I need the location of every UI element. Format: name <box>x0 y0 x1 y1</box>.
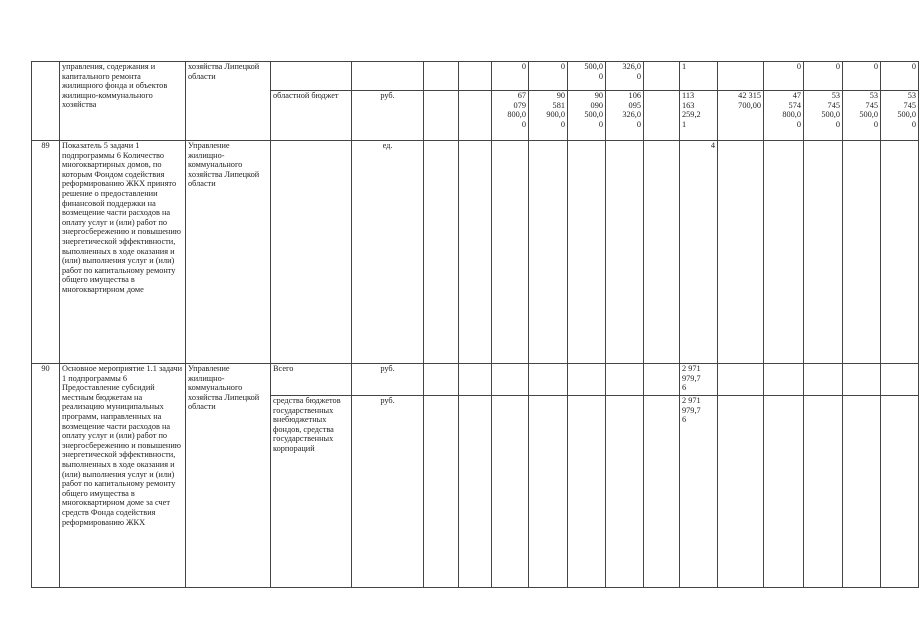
value-cell <box>606 396 644 588</box>
value-cell <box>804 364 843 396</box>
value-cell: 113 163 259,2 1 <box>680 91 718 141</box>
value-cell <box>718 396 764 588</box>
value-cell <box>529 396 568 588</box>
value-cell <box>644 91 680 141</box>
description-cell: управления, содержания и капитального ремонта жилищного фонда и объектов жилищно-коммунального хозяйства <box>60 62 186 141</box>
value-cell: 53 745 500,0 0 <box>843 91 881 141</box>
source-cell <box>271 62 352 91</box>
value-cell <box>459 62 492 91</box>
value-cell <box>764 364 804 396</box>
value-cell <box>492 364 529 396</box>
description-cell: Показатель 5 задачи 1 подпрограммы 6 Количество многоквартирных домов, по которым Фондом содействия реформированию ЖКХ принято решение о предоставлении финансовой поддержки на возмещение части расходов на оплату услуг и (или) работ по энергосбережению и повышению энергетической эффективности, выполненных в ходе оказания и (или) выполнения услуг и (или) работ по капитальному ремонту общего имущества в многоквартирном доме <box>60 141 186 364</box>
value-cell <box>606 141 644 364</box>
unit-cell: руб. <box>352 396 424 588</box>
value-cell: 326,0 0 <box>606 62 644 91</box>
value-cell: 90 581 900,0 0 <box>529 91 568 141</box>
value-cell <box>718 364 764 396</box>
value-cell: 53 745 500,0 0 <box>804 91 843 141</box>
unit-cell: руб. <box>352 91 424 141</box>
source-cell: средства бюджетов государственных внебюджетных фондов, средства государственных корпораций <box>271 396 352 588</box>
value-cell <box>568 364 606 396</box>
value-cell: 2 971 979,7 6 <box>680 364 718 396</box>
value-cell <box>764 396 804 588</box>
row-number-cell <box>32 62 60 141</box>
value-cell <box>459 396 492 588</box>
source-cell: областной бюджет <box>271 91 352 141</box>
value-cell <box>804 141 843 364</box>
value-cell: 0 <box>843 62 881 91</box>
value-cell: 0 <box>529 62 568 91</box>
value-cell <box>881 396 919 588</box>
value-cell <box>424 62 459 91</box>
value-cell <box>424 396 459 588</box>
value-cell <box>843 364 881 396</box>
value-cell <box>568 396 606 588</box>
source-cell: Всего <box>271 364 352 396</box>
table-row <box>32 141 919 364</box>
value-cell <box>804 396 843 588</box>
value-cell <box>492 396 529 588</box>
executor-cell: Управление жилищно-коммунального хозяйства Липецкой области <box>186 364 271 588</box>
value-cell <box>718 62 764 91</box>
unit-cell: руб. <box>352 364 424 396</box>
value-cell <box>644 396 680 588</box>
value-cell: 2 971 979,7 6 <box>680 396 718 588</box>
value-cell: 0 <box>492 62 529 91</box>
value-cell <box>529 364 568 396</box>
program-table <box>31 61 919 588</box>
executor-cell: хозяйства Липецкой области <box>186 62 271 141</box>
value-cell <box>881 141 919 364</box>
value-cell <box>568 141 606 364</box>
value-cell <box>843 396 881 588</box>
value-cell: 47 574 800,0 0 <box>764 91 804 141</box>
value-cell <box>424 91 459 141</box>
row-number-cell: 89 <box>32 141 60 364</box>
value-cell: 0 <box>804 62 843 91</box>
value-cell: 500,0 0 <box>568 62 606 91</box>
value-cell <box>459 141 492 364</box>
value-cell: 0 <box>764 62 804 91</box>
executor-cell: Управление жилищно-коммунального хозяйства Липецкой области <box>186 141 271 364</box>
value-cell <box>424 364 459 396</box>
row-number-cell: 90 <box>32 364 60 588</box>
unit-cell <box>352 62 424 91</box>
value-cell: 67 079 800,0 0 <box>492 91 529 141</box>
value-cell <box>606 364 644 396</box>
value-cell <box>459 364 492 396</box>
value-cell <box>644 141 680 364</box>
value-cell <box>459 91 492 141</box>
description-cell: Основное мероприятие 1.1 задачи 1 подпрограммы 6 Предоставление субсидий местным бюджетам на реализацию муниципальных программ, направленных на возмещение части расходов на оплату услуг и (или) работ по энергосбережению и повышению энергетической эффективности, выполненных в ходе оказания и (или) выполнения услуг и (или) работ по капитальному ремонту общего имущества в многоквартирном доме за счет средств Фонда содействия реформированию ЖКХ <box>60 364 186 588</box>
value-cell <box>529 141 568 364</box>
value-cell: 106 095 326,0 0 <box>606 91 644 141</box>
table-row <box>32 364 919 396</box>
value-cell <box>644 62 680 91</box>
value-cell <box>718 141 764 364</box>
value-cell <box>492 141 529 364</box>
value-cell <box>644 364 680 396</box>
value-cell <box>843 141 881 364</box>
value-cell <box>424 141 459 364</box>
unit-cell: ед. <box>352 141 424 364</box>
value-cell: 1 <box>680 62 718 91</box>
value-cell: 4 <box>680 141 718 364</box>
value-cell <box>881 364 919 396</box>
value-cell: 53 745 500,0 0 <box>881 91 919 141</box>
value-cell: 90 090 500,0 0 <box>568 91 606 141</box>
value-cell <box>764 141 804 364</box>
value-cell: 0 <box>881 62 919 91</box>
value-cell: 42 315 700,00 <box>718 91 764 141</box>
source-cell <box>271 141 352 364</box>
table-row <box>32 62 919 91</box>
